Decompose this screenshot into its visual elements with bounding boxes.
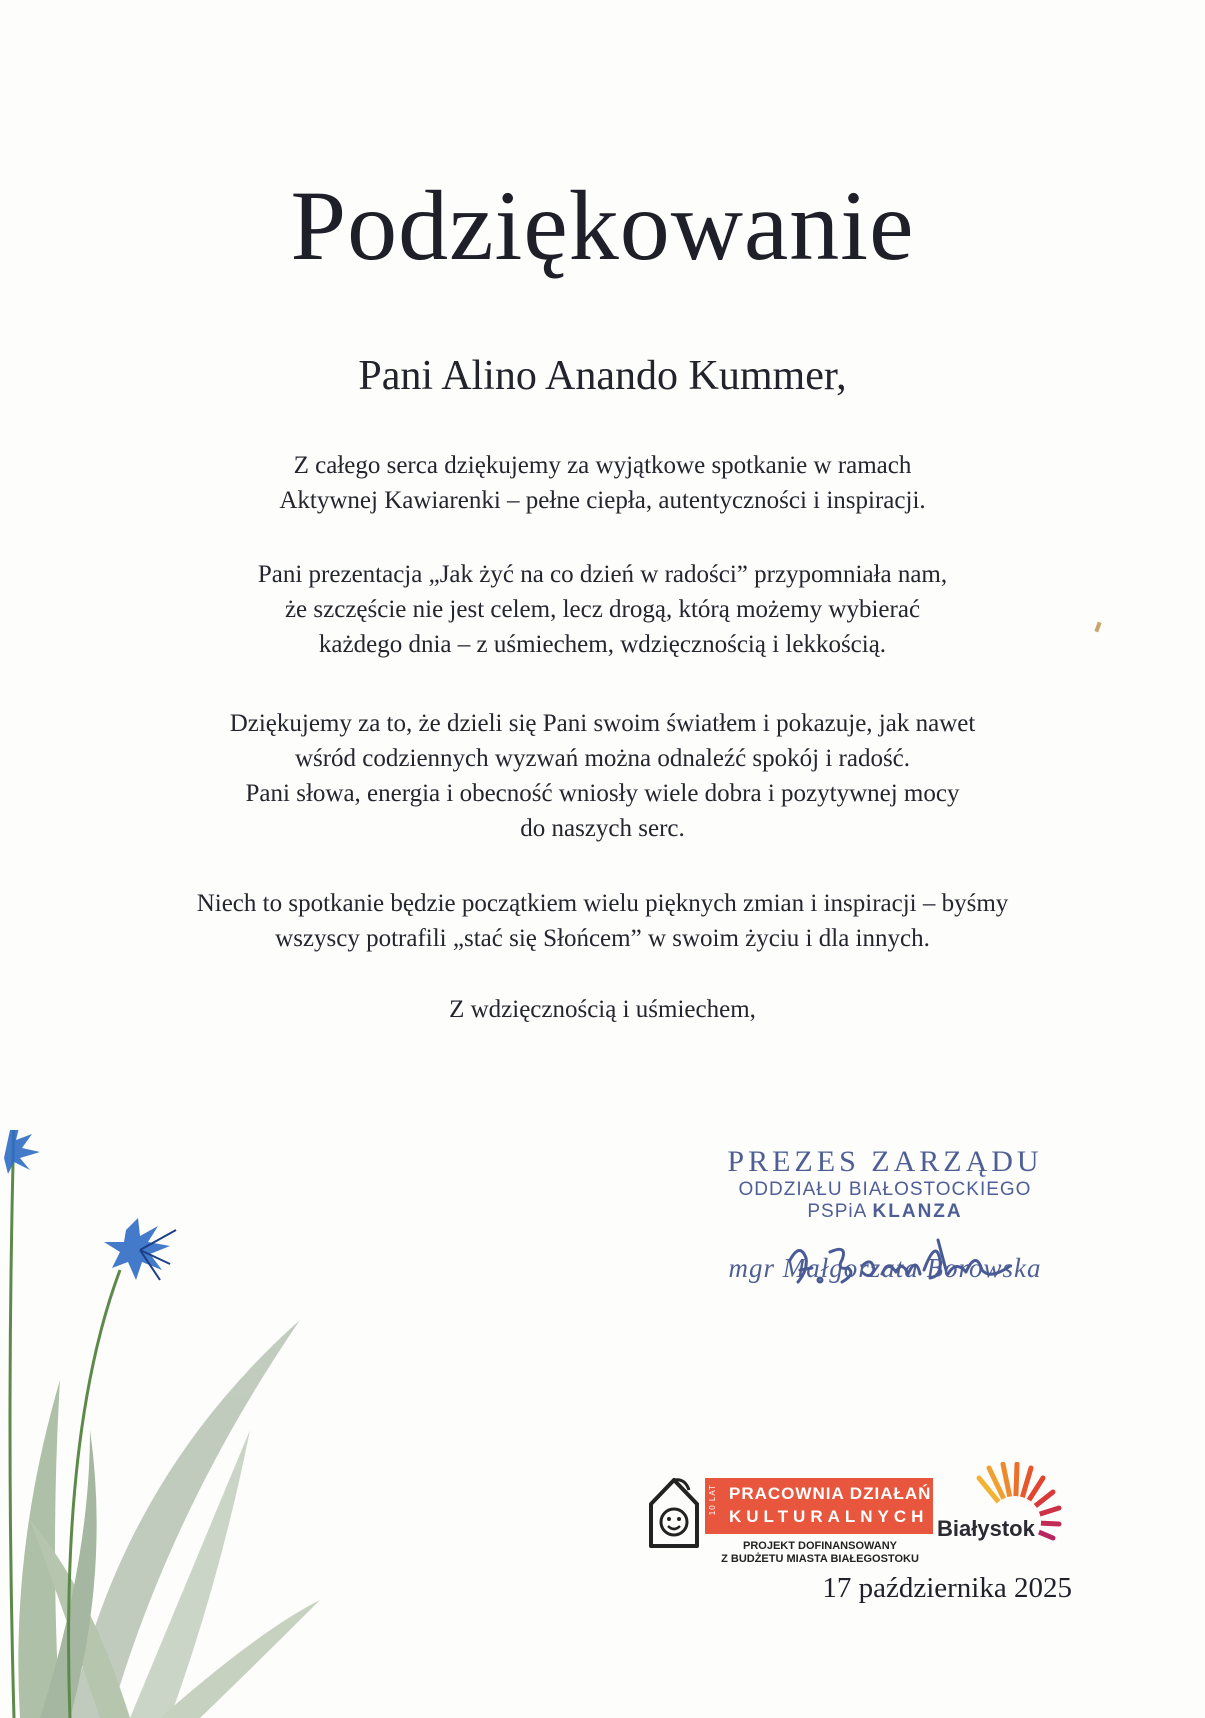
paragraph-4 [120,886,1085,956]
stamp-line-1: ODDZIAŁU BIAŁOSTOCKIEGO [738,1179,1032,1200]
pdk-years-label: 10 LAT [708,1484,717,1516]
project-line-1: PROJEKT DOFINANSOWANY [742,1540,897,1552]
document-date: 17 października 2025 [822,1572,1072,1604]
paper-speck [1094,622,1101,633]
pdk-logo-box [705,1478,933,1534]
paragraph-line: że szczęście nie jest celem, lecz drogą, którą możemy wybierać [284,596,921,623]
paragraph-line: wszyscy potrafili „stać się Słońcem” w swoim życiu i dla innych. [275,925,930,952]
paragraph-line: Pani prezentacja „Jak żyć na co dzień w radości” przypomniała nam, [257,561,948,588]
paragraph-2 [120,557,1085,662]
pdk-house-logo-icon [645,1474,703,1552]
handwritten-signature [770,1230,1030,1300]
paragraph-line: Niech to spotkanie będzie początkiem wielu pięknych zmian i inspiracji – byśmy [196,890,1009,917]
paragraph-line: Aktywnej Kawiarenki – pełne ciepła, autentyczności i inspiracji. [279,487,926,514]
paragraph-line: do naszych serc. [520,815,685,842]
recipient-name: Pani Alino Anando Kummer, [358,353,847,399]
cornflower-illustration [0,1130,360,1718]
stamp-line-2-prefix: PSPiA [807,1201,867,1222]
document-title: Podziękowanie [290,170,915,281]
paragraph-line: każdego dnia – z uśmiechem, wdzięcznością i lekkością. [318,631,887,658]
paragraph-line: Z całego serca dziękujemy za wyjątkowe spotkanie w ramach [293,452,912,479]
paragraph-3 [120,706,1085,846]
pdk-line-1: PRACOWNIA DZIAŁAŃ [729,1484,932,1503]
project-line-2: Z BUDŻETU MIASTA BIAŁEGOSTOKU [721,1553,919,1565]
project-funding-note [715,1540,925,1566]
bialystok-logo-text: Białystok [937,1516,1035,1541]
paragraph-line: Pani słowa, energia i obecność wniosły wiele dobra i pozytywnej mocy [245,780,960,807]
closing-text: Z wdzięcznością i uśmiechem, [449,996,756,1023]
paragraph-1 [120,448,1085,518]
pdk-line-2: KULTURALNYCH [729,1507,929,1526]
stamp-line-2 [690,1201,1080,1223]
sponsor-logos [645,1470,1075,1580]
stamp-title: PREZES ZARZĄDU [727,1145,1043,1178]
paragraph-line: Dziękujemy za to, że dzieli się Pani swoim światłem i pokazuje, jak nawet [229,710,976,737]
stamp-line-2-bold: KLANZA [872,1201,963,1222]
paragraph-line: wśród codziennych wyzwań można odnaleźć spokój i radość. [294,745,911,772]
stamp-name: mgr Małgorzata Borowska [728,1253,1042,1283]
